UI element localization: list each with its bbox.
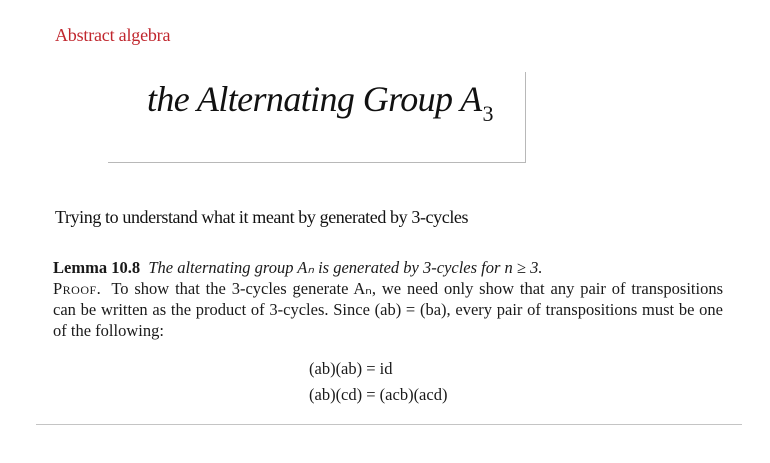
- title-card-image: [108, 72, 526, 163]
- lemma-excerpt: [53, 257, 723, 341]
- title-card-heading-text: the Alternating Group A: [147, 79, 482, 119]
- proof-text: To show that the 3-cycles generate Aₙ, we need only show that any pair of transpositions can be written as the product of 3-cycles. Since (ab) = (ba), every pair of transpositions must be one of the following:: [53, 279, 723, 340]
- proof-label: Proof.: [53, 279, 102, 298]
- lemma-label: Lemma 10.8: [53, 258, 141, 277]
- question-text: Trying to understand what it meant by generated by 3-cycles: [55, 207, 469, 227]
- content-divider: [36, 424, 742, 425]
- lemma-line: [53, 257, 723, 278]
- equation-line: (ab)(ab) = id: [309, 359, 393, 378]
- equation-block: [309, 356, 447, 408]
- title-card-heading: [147, 78, 493, 126]
- lemma-statement: The alternating group Aₙ is generated by 3-cycles for n ≥ 3.: [148, 258, 543, 277]
- proof-paragraph: [53, 278, 723, 341]
- title-card-subscript: 3: [482, 101, 493, 126]
- category-link[interactable]: Abstract algebra: [55, 25, 171, 45]
- equation-line: (ab)(cd) = (acb)(acd): [309, 385, 448, 404]
